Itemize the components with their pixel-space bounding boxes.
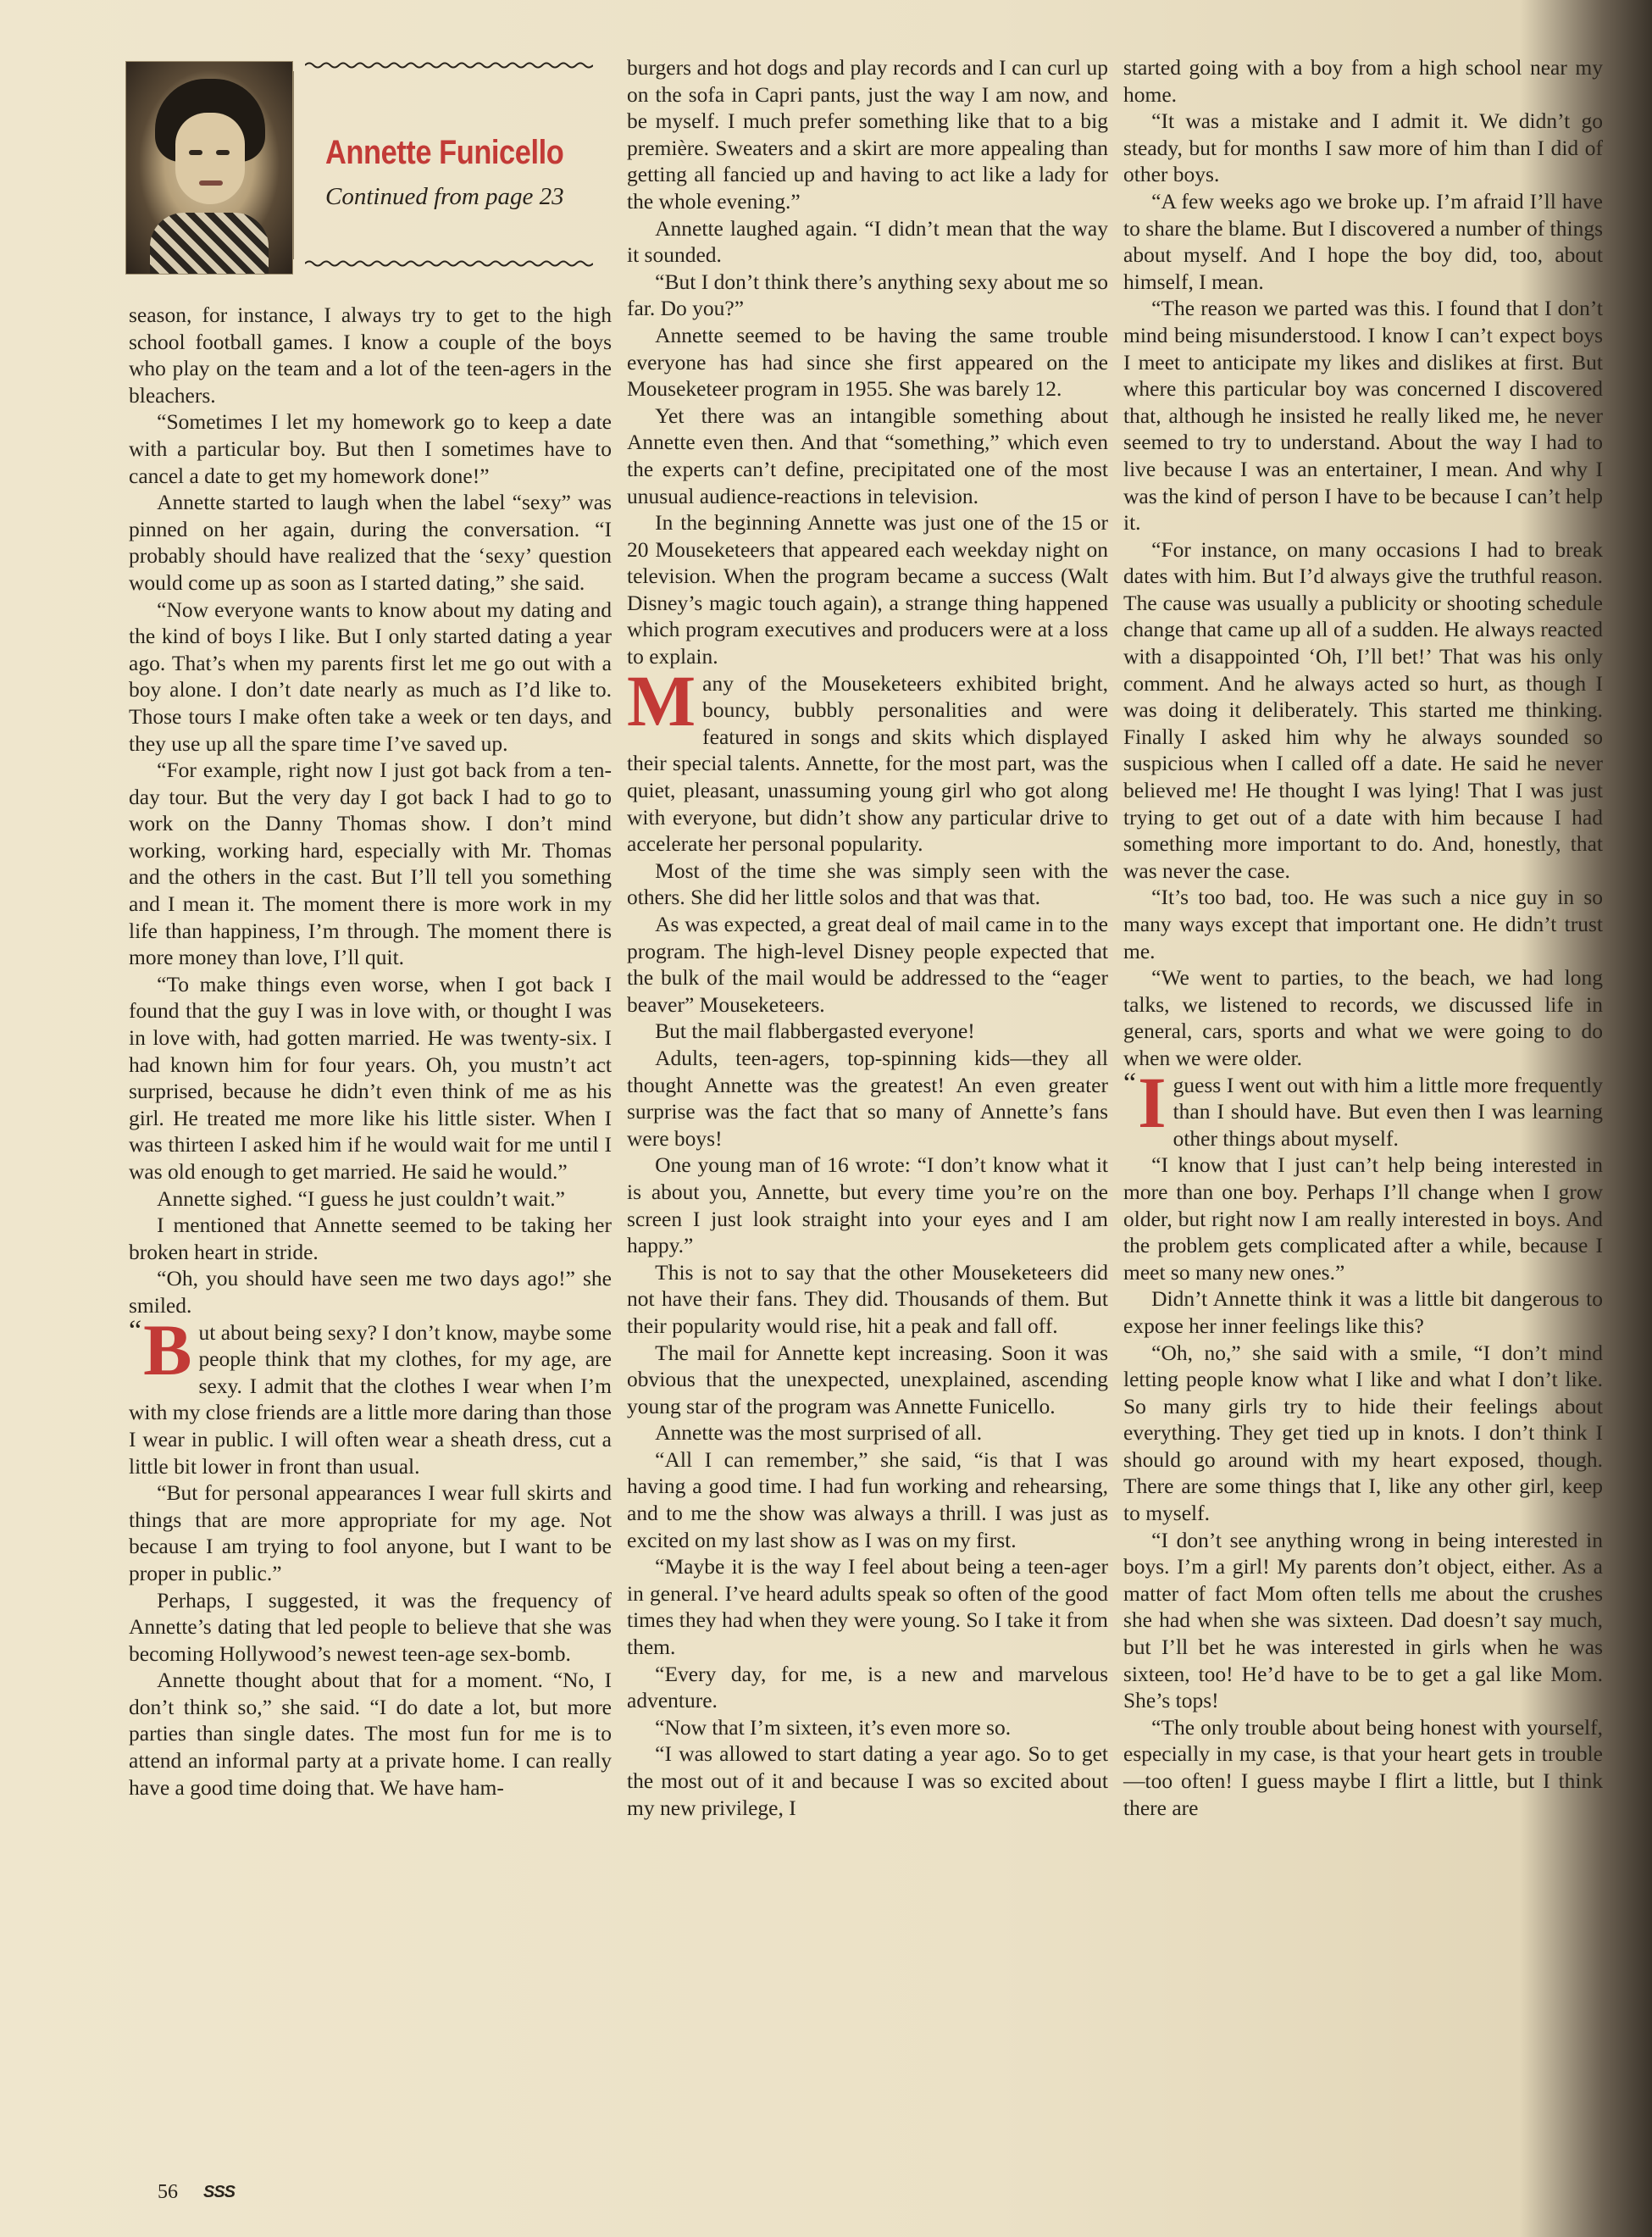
drop-cap-text: any of the Mouseketeers exhibited bright, bouncy, bubbly personalities and were featured in songs and skits which displayed their special talents. Annette, for the most part, was the quiet, pleasant, unassuming young girl who got along with everyone, but didn’t show any particular drive to accelerate her personal popularity. xyxy=(627,670,1108,857)
paragraph: Annette sighed. “I guess he just couldn’t wait.” xyxy=(157,1185,565,1211)
paragraph: “A few weeks ago we broke up. I’m afraid I’ll have to share the blame. But I discovered a number of things about myself. And I hope the boy did, too, about himself, I mean. xyxy=(1123,188,1603,294)
paragraph: started going with a boy from a high school near my home. xyxy=(1123,55,1603,107)
paragraph: “The only trouble about being honest with yourself, especially in my case, is that your heart gets in trouble—too often! I guess maybe I flirt a little, but I think there are xyxy=(1123,1714,1603,1820)
text-column-2 xyxy=(627,54,1108,1821)
drop-cap-paragraph xyxy=(129,1308,612,1480)
header-divider xyxy=(293,71,294,259)
paragraph: “For instance, on many occasions I had to break dates with him. But I’d always give the truthful reason. The cause was usually a publicity or shooting schedule change that came up all of a sudden. He always reacted with a disappointed ‘Oh, I’ll bet!’ That was his only comment. And he always acted so hurt, as though I was doing it deliberately. This started me thinking. Finally I asked him why he always sounded so suspicious when I called off a date. He said he never believed me! He thought I was lying! That I was just trying to get out of a date with him because I had something more important to do. And, honestly, that was never the case. xyxy=(1123,536,1603,883)
wavy-rule-top xyxy=(305,61,593,69)
page-number: 56 xyxy=(158,2181,178,2203)
paragraph: “The reason we parted was this. I found that I don’t mind being misunderstood. I know I can’t expect boys I meet to anticipate my likes and dislikes at first. But where this particular boy was concerned I discovered that, although he insisted he really liked me, he never seemed to try to understand. About the way I had to live because I was an entertainer, I mean. And why I was the kind of person I have to be because I can’t help it. xyxy=(1123,296,1603,536)
paragraph: “I know that I just can’t help being interested in more than one boy. Perhaps I’ll change when I grow older, but right now I am really interested in boys. And the problem gets complicated after a while, because I meet so many new ones.” xyxy=(1123,1152,1603,1285)
paragraph: Annette was the most surprised of all. xyxy=(655,1420,983,1446)
paragraph: “We went to parties, to the beach, we had long talks, we listened to records, we discussed life in general, cars, sports and what we were going to do when we were older. xyxy=(1123,965,1603,1070)
paragraph: “Maybe it is the way I feel about being a teen-ager in general. I’ve heard adults speak so often of the good times they had when they were young. So I take it from them. xyxy=(627,1554,1108,1660)
paragraph: Yet there was an intangible something about Annette even then. And that “something,” which even the experts can’t define, precipitated one of the most unusual audience-reactions in television. xyxy=(627,402,1108,508)
continued-from-label: Continued from page 23 xyxy=(325,183,564,210)
paragraph: Adults, teen-agers, top-spinning kids—they all thought Annette was the greatest! An even greater surprise was the fact that so many of Annette’s fans were boys! xyxy=(627,1045,1108,1151)
article-title: Annette Funicello xyxy=(325,134,564,171)
article-header xyxy=(125,61,596,275)
drop-cap-paragraph xyxy=(627,659,1108,858)
paragraph: “It’s too bad, too. He was such a nice guy in so many ways except that important one. He didn’t trust me. xyxy=(1123,885,1603,963)
drop-quote-mark: “ xyxy=(129,1314,142,1346)
paragraph: Annette laughed again. “I didn’t mean that the way it sounded. xyxy=(627,215,1108,268)
paragraph: Most of the time she was simply seen with the others. She did her little solos and that was that. xyxy=(627,858,1108,910)
paragraph: “To make things even worse, when I got back I found that the guy I was in love with, or thought I was in love with, had gotten married. He was twenty-six. I had known him for four years. Oh, you mustn’t act surprised, because he didn’t even think of me as his girl. He treated me more like his little sister. When I was thirteen I asked him if he would wait for me until I was old enough to get married. He said he would.” xyxy=(129,971,612,1184)
paragraph: “Oh, no,” she said with a smile, “I don’t mind letting people know what I like and what I don’t like. So many girls try to hide their feelings about everything. They get tied up in knots. I don’t think I should go around with my heart exposed, though. There are some things that I, like any other girl, keep to myself. xyxy=(1123,1340,1603,1526)
paragraph: Annette started to laugh when the label “sexy” was pinned on her again, during the conversation. “I probably should have realized that the ‘sexy’ question would come up as soon as I started dating,” she said. xyxy=(129,490,612,595)
wavy-rule-bottom xyxy=(305,259,593,268)
text-column-3 xyxy=(1123,54,1603,1821)
paragraph: As was expected, a great deal of mail came in to the program. The high-level Disney people expected that the bulk of the mail would be addressed to the “eager beaver” Mouseketeers. xyxy=(627,912,1108,1017)
paragraph: Didn’t Annette think it was a little bit dangerous to expose her inner feelings like this? xyxy=(1123,1286,1603,1338)
drop-cap-letter: I xyxy=(1138,1061,1167,1143)
drop-cap-text: ut about being sexy? I don’t know, maybe some people think that my clothes, for my age, are sexy. I admit that the clothes I wear when I’m with my close friends are a little more daring than those I wear in public. I will often wear a sheath dress, cut a little bit lower in front than usual. xyxy=(129,1319,612,1479)
paragraph: Perhaps, I suggested, it was the frequency of Annette’s dating that led people to believe that she was becoming Hollywood’s newest teen-age sex-bomb. xyxy=(129,1587,612,1666)
drop-cap-paragraph xyxy=(1123,1061,1603,1152)
paragraph: “All I can remember,” she said, “is that I was having a good time. I had fun working and rehearsing, and to me the show was always a thrill. I was just as excited on my last show as I was on my first. xyxy=(627,1446,1108,1552)
drop-cap-text: guess I went out with him a little more frequently than I should have. But even then I was learning other things about myself. xyxy=(1172,1072,1603,1151)
text-column-1 xyxy=(129,302,612,1801)
paragraph: One young man of 16 wrote: “I don’t know what it is about you, Annette, but every time you’re on the screen I just look straight into your eyes and I am happy.” xyxy=(627,1152,1108,1258)
paragraph: “But I don’t think there’s anything sexy about me so far. Do you?” xyxy=(627,269,1108,321)
paragraph: Annette thought about that for a moment. “No, I don’t think so,” she said. “I do date a lot, but more parties than single dates. The most fun for me is to attend an informal party at a private home. I can really have a good time doing that. We have ham- xyxy=(129,1668,612,1800)
paragraph: Annette seemed to be having the same trouble everyone has had since she first appeared on the Mouseketeer program in 1955. She was barely 12. xyxy=(627,322,1108,402)
paragraph: “Every day, for me, is a new and marvelous adventure. xyxy=(627,1661,1108,1713)
paragraph: The mail for Annette kept increasing. Soon it was obvious that the unexpected, unexplained, ascending young star of the program was Annette Funicello. xyxy=(627,1340,1108,1418)
portrait-photo xyxy=(125,61,293,275)
paragraph: “I don’t see anything wrong in being interested in boys. I’m a girl! My parents don’t object, either. As a matter of fact Mom often tells me about the crushes she had when she was sixteen. Dad doesn’t say much, but I’ll bet he was interested in girls when he was sixteen, too! He’d have to be to get a gal like Mom. She’s tops! xyxy=(1123,1527,1603,1713)
drop-cap-letter: M xyxy=(627,659,696,741)
paragraph: “Oh, you should have seen me two days ago!” she smiled. xyxy=(129,1266,612,1318)
paragraph: “For example, right now I just got back from a ten-day tour. But the very day I got back I had to go to work on the Danny Thomas show. I don’t mind working, working hard, especially with Mr. Thomas and the others in the cast. But I’ll tell you something and I mean it. The moment there is more work in my life than happiness, I’m through. The moment there is more money than love, I’ll quit. xyxy=(129,758,612,970)
paragraph: burgers and hot dogs and play records and I can curl up on the sofa in Capri pants, just the way I am now, and be myself. I much prefer something like that to a big première. Sweaters and a skirt are more appealing than getting all fancied up and having to act like a lady for the whole evening.” xyxy=(627,55,1108,214)
paragraph: “Now that I’m sixteen, it’s even more so. xyxy=(655,1714,1012,1740)
paragraph: “But for personal appearances I wear full skirts and things that are more appropriate for my age. Not because I am trying to fool anyone, but I want to be proper in public.” xyxy=(129,1480,612,1585)
paragraph: I mentioned that Annette seemed to be taking her broken heart in stride. xyxy=(129,1213,612,1264)
drop-quote-mark: “ xyxy=(1123,1067,1137,1099)
paragraph: “Sometimes I let my homework go to keep a date with a particular boy. But then I sometimes have to cancel a date to get my homework done!” xyxy=(129,409,612,488)
paragraph: But the mail flabbergasted everyone! xyxy=(655,1019,975,1044)
drop-cap-letter: B xyxy=(143,1308,192,1390)
paragraph: season, for instance, I always try to get to the high school football games. I know a couple of the boys who play on the team and a lot of the teen-agers in the bleachers. xyxy=(129,303,612,408)
paragraph: In the beginning Annette was just one of the 15 or 20 Mouseketeers that appeared each weekday night on television. When the program became a success (Walt Disney’s magic touch again), a strange thing happened which program executives and producers were at a loss to explain. xyxy=(627,510,1108,669)
paragraph: This is not to say that the other Mouseketeers did not have their fans. They did. Thousands of them. But their popularity would rise, hit a peak and fall off. xyxy=(627,1259,1108,1338)
paragraph: “It was a mistake and I admit it. We didn’t go steady, but for months I saw more of him than I did of other boys. xyxy=(1123,108,1603,187)
paragraph: “I was allowed to start dating a year ago. So to get the most out of it and because I was so excited about my new privilege, I xyxy=(627,1741,1108,1820)
paragraph: “Now everyone wants to know about my dating and the kind of boys I like. But I only started dating a year ago. That’s when my parents first let me go out with a boy alone. I don’t date nearly as much as I’d like to. Those tours I make often take a week or ten days, and they use up all the spare time I’ve saved up. xyxy=(129,597,612,756)
magazine-logo: SSS xyxy=(203,2183,236,2201)
